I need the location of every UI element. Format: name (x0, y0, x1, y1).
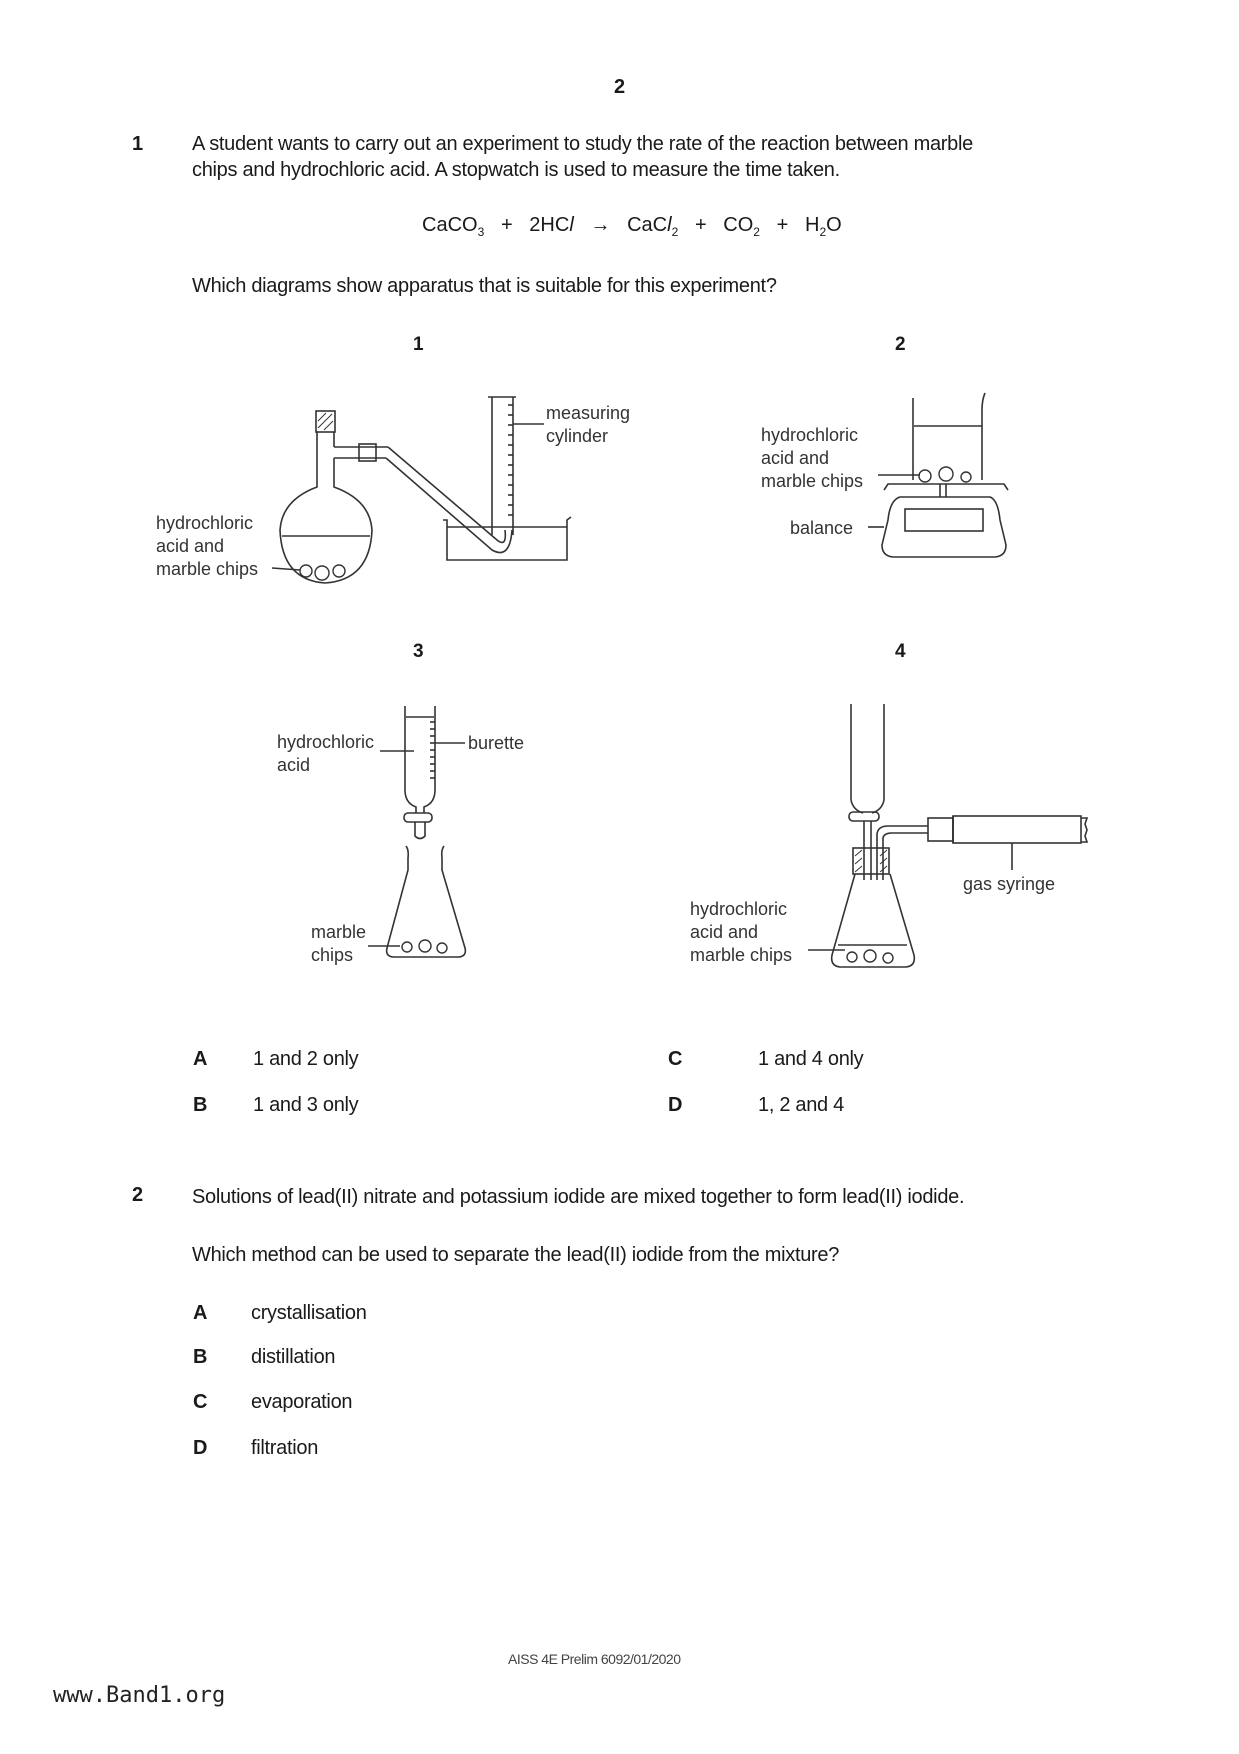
question-1-prompt: Which diagrams show apparatus that is suitable for this experiment? (192, 275, 777, 297)
eq-italic-l: l (667, 214, 672, 236)
website-watermark[interactable]: www.Band1.org (53, 1683, 226, 1708)
label-line: hydrochloric (761, 425, 859, 445)
q2-option-b-text[interactable]: distillation (251, 1346, 336, 1368)
q1-option-c-text[interactable]: 1 and 4 only (758, 1048, 864, 1070)
label-burette: burette (468, 733, 525, 753)
q1-option-b-letter: B (193, 1094, 208, 1116)
eq-reactant-2: 2HC (529, 214, 570, 236)
diagram-2-label: 2 (895, 334, 906, 355)
label-line: marble chips (156, 559, 259, 579)
label-gas-syringe: gas syringe (963, 874, 1056, 894)
eq-plus: + (776, 214, 789, 236)
label-line: marble chips (761, 471, 864, 491)
q1-option-d-text[interactable]: 1, 2 and 4 (758, 1094, 844, 1116)
eq-product-2: CO (723, 214, 754, 236)
eq-plus: + (500, 214, 513, 236)
diagram-1-label: 1 (413, 334, 424, 355)
eq-product-3: H (805, 214, 820, 236)
eq-subscript: 2 (819, 225, 827, 239)
page-number: 2 (613, 76, 626, 98)
label-line: acid (277, 755, 311, 775)
q1-option-d-letter: D (668, 1094, 683, 1116)
q1-option-b-text[interactable]: 1 and 3 only (253, 1094, 359, 1116)
question-2-number: 2 (132, 1184, 144, 1206)
label-line: acid and (156, 536, 225, 556)
question-1-text-line1: A student wants to carry out an experiment to study the rate of the reaction between marble (192, 133, 973, 155)
q2-option-d-text[interactable]: filtration (251, 1437, 319, 1459)
label-acid-and-chips-4 (690, 898, 792, 967)
q1-option-a-letter: A (193, 1048, 208, 1070)
label-line: hydrochloric (690, 899, 788, 919)
label-line: acid and (690, 922, 759, 942)
diagram-4-label: 4 (895, 641, 906, 662)
q2-option-a-text[interactable]: crystallisation (251, 1302, 367, 1324)
question-1-number: 1 (132, 133, 144, 155)
eq-reactant-1: CaCO (422, 214, 478, 236)
q2-option-a-letter: A (193, 1302, 208, 1324)
label-line: measuring (546, 403, 631, 423)
eq-plus: + (694, 214, 707, 236)
label-line: chips (311, 945, 354, 965)
eq-italic-l: l (569, 214, 574, 236)
q2-option-b-letter: B (193, 1346, 208, 1368)
question-2-text: Solutions of lead(II) nitrate and potassium iodide are mixed together to form lead(II) iodide. (192, 1186, 965, 1208)
eq-subscript: 2 (671, 225, 679, 239)
eq-product-3-o: O (826, 214, 842, 236)
eq-subscript: 2 (753, 225, 760, 239)
q2-option-c-text[interactable]: evaporation (251, 1391, 353, 1413)
question-2-prompt: Which method can be used to separate the lead(II) iodide from the mixture? (192, 1244, 840, 1266)
exam-code-footer: AISS 4E Prelim 6092/01/2020 (508, 1651, 681, 1667)
eq-subscript: 3 (477, 225, 485, 239)
label-balance: balance (790, 518, 854, 538)
label-line: marble (311, 922, 367, 942)
q1-option-c-letter: C (668, 1048, 683, 1070)
eq-product-1: CaC (627, 214, 668, 236)
eq-arrow: → (590, 214, 611, 236)
question-1-text-line2: chips and hydrochloric acid. A stopwatch is used to measure the time taken. (192, 159, 840, 181)
label-line: marble chips (690, 945, 793, 965)
q2-option-c-letter: C (193, 1391, 208, 1413)
diagram-3-label: 3 (413, 641, 424, 662)
label-line: acid and (761, 448, 830, 468)
label-line: cylinder (546, 426, 609, 446)
label-line: hydrochloric (156, 513, 254, 533)
label-line: hydrochloric (277, 732, 375, 752)
q1-option-a-text[interactable]: 1 and 2 only (253, 1048, 359, 1070)
q2-option-d-letter: D (193, 1437, 208, 1459)
